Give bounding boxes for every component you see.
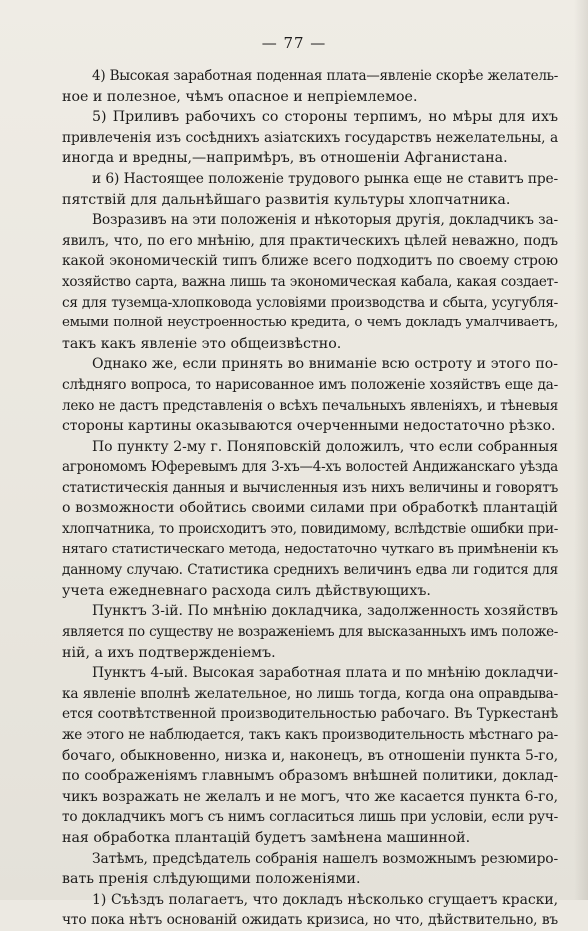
text-line: Однако же, если принять во вниманіе всю остроту и этого по- [92,356,558,373]
text-line: такъ какъ явленіе это общеизвѣстно. [62,335,342,352]
text-line: же этого не наблюдается, такъ какъ производительность мѣстнаго ра- [62,727,558,743]
text-line: то докладчикъ могъ съ нимъ согласиться лишь при условіи, если руч- [62,809,558,826]
text-line: 5) Приливъ рабочихъ со стороны терпимъ, но мѣры для ихъ [92,109,558,126]
text-line: пятствій для дальнѣйшаго развитія культуры хлопчатника. [62,191,511,208]
text-line: какой экономическій типъ ближе всего подходитъ по своему строю [62,253,558,270]
text-line: по соображеніямъ главнымъ образомъ внѣшней политики, доклад- [62,768,558,785]
text-line: привлеченія изъ сосѣднихъ азіатскихъ государствъ нежелательны, а [62,129,558,146]
body-text [62,66,558,931]
text-line: Пунктъ 3-ій. По мнѣнію докладчика, задолженность хозяйствъ [92,603,558,620]
text-line: нятаго статистическаго метода, недостаточно чуткаго въ примѣненіи къ [62,541,558,557]
text-line: Возразивъ на эти положенія и нѣкоторыя другія, докладчикъ за- [92,212,558,229]
text-line: ная обработка плантацій будетъ замѣнена машинной. [62,829,471,846]
text-line: агрономомъ Юферевымъ для 3-хъ—4-хъ волостей Андижанскаго уѣзда [62,459,558,476]
text-line: что пока нѣтъ основаній ожидать кризиса, но что, дѣйствительно, въ [62,912,558,929]
text-line: 1) Съѣздъ полагаетъ, что докладъ нѣсколько сгущаетъ краски, [92,891,558,908]
text-line: Затѣмъ, предсѣдатель собранія нашелъ возможнымъ резюмиро- [92,850,558,867]
text-line: ется соотвѣтственной производительностью рабочаго. Въ Туркестанѣ [62,706,558,723]
text-line: ка явленіе вполнѣ желательное, но лишь тогда, когда она оправдыва- [62,685,558,702]
text-line: стороны картины оказываются очерченными недостаточно рѣзко. [62,418,556,435]
text-line: Пунктъ 4-ый. Высокая заработная плата и по мнѣнію докладчи- [92,665,558,682]
text-line: о возможности обойтись своими силами при обработкѣ плантацій [62,500,558,517]
text-line: ное и полезное, чѣмъ опасное и непріемлемое. [62,88,418,105]
text-line: 4) Высокая заработная поденная плата—явленіе скорѣе желатель- [92,68,558,84]
text-line: и 6) Настоящее положеніе трудового рынка еще не ставитъ пре- [92,170,558,187]
page-edge-shadow [574,0,588,900]
text-line: иногда и вредны,—напримѣръ, въ отношеніи Афганистана. [62,150,508,167]
text-line: учета ежедневнаго расхода силъ дѣйствующихъ. [62,582,431,599]
text-line: леко не дастъ представленія о всѣхъ печальныхъ явленіяхъ, и тѣневыя [62,397,558,414]
text-line: слѣдняго вопроса, то нарисованное имъ положеніе хозяйствъ еще да- [62,376,558,393]
text-line: данному случаю. Статистика среднихъ величинъ едва ли годится для [62,562,558,579]
text-line: явилъ, что, по его мнѣнію, для практическихъ цѣлей неважно, подъ [62,232,558,249]
text-line: чикъ возражать не желалъ и не могъ, что же касается пункта 6-го, [62,788,558,805]
text-line: По пункту 2-му г. Поняповскій доложилъ, что если собранныя [92,438,558,455]
text-line: статистическія данныя и вычисленныя изъ нихъ величины и говорятъ [62,479,558,496]
text-line: является по существу не возраженіемъ для высказанныхъ имъ положе- [62,624,558,641]
text-line: бочаго, обыкновенно, низка и, наконецъ, въ отношеніи пункта 5-го, [62,747,558,764]
text-line: ній, а ихъ подтвержденіемъ. [62,644,276,661]
text-line: ся для туземца-хлопковода условіями производства и сбыта, усугубля- [62,294,558,311]
page-number: — 77 — [261,34,327,52]
text-line: хлопчатника, то происходитъ это, повидимому, вслѣдствіе ошибки при- [62,521,558,538]
text-line: хозяйство сарта, важна лишь та экономическая кабала, какая создает- [62,273,558,290]
text-line: вать пренія слѣдующими положеніями. [62,871,361,888]
text-line: емыми полной неустроенностью кредита, о чемъ докладъ умалчиваетъ, [62,315,558,331]
